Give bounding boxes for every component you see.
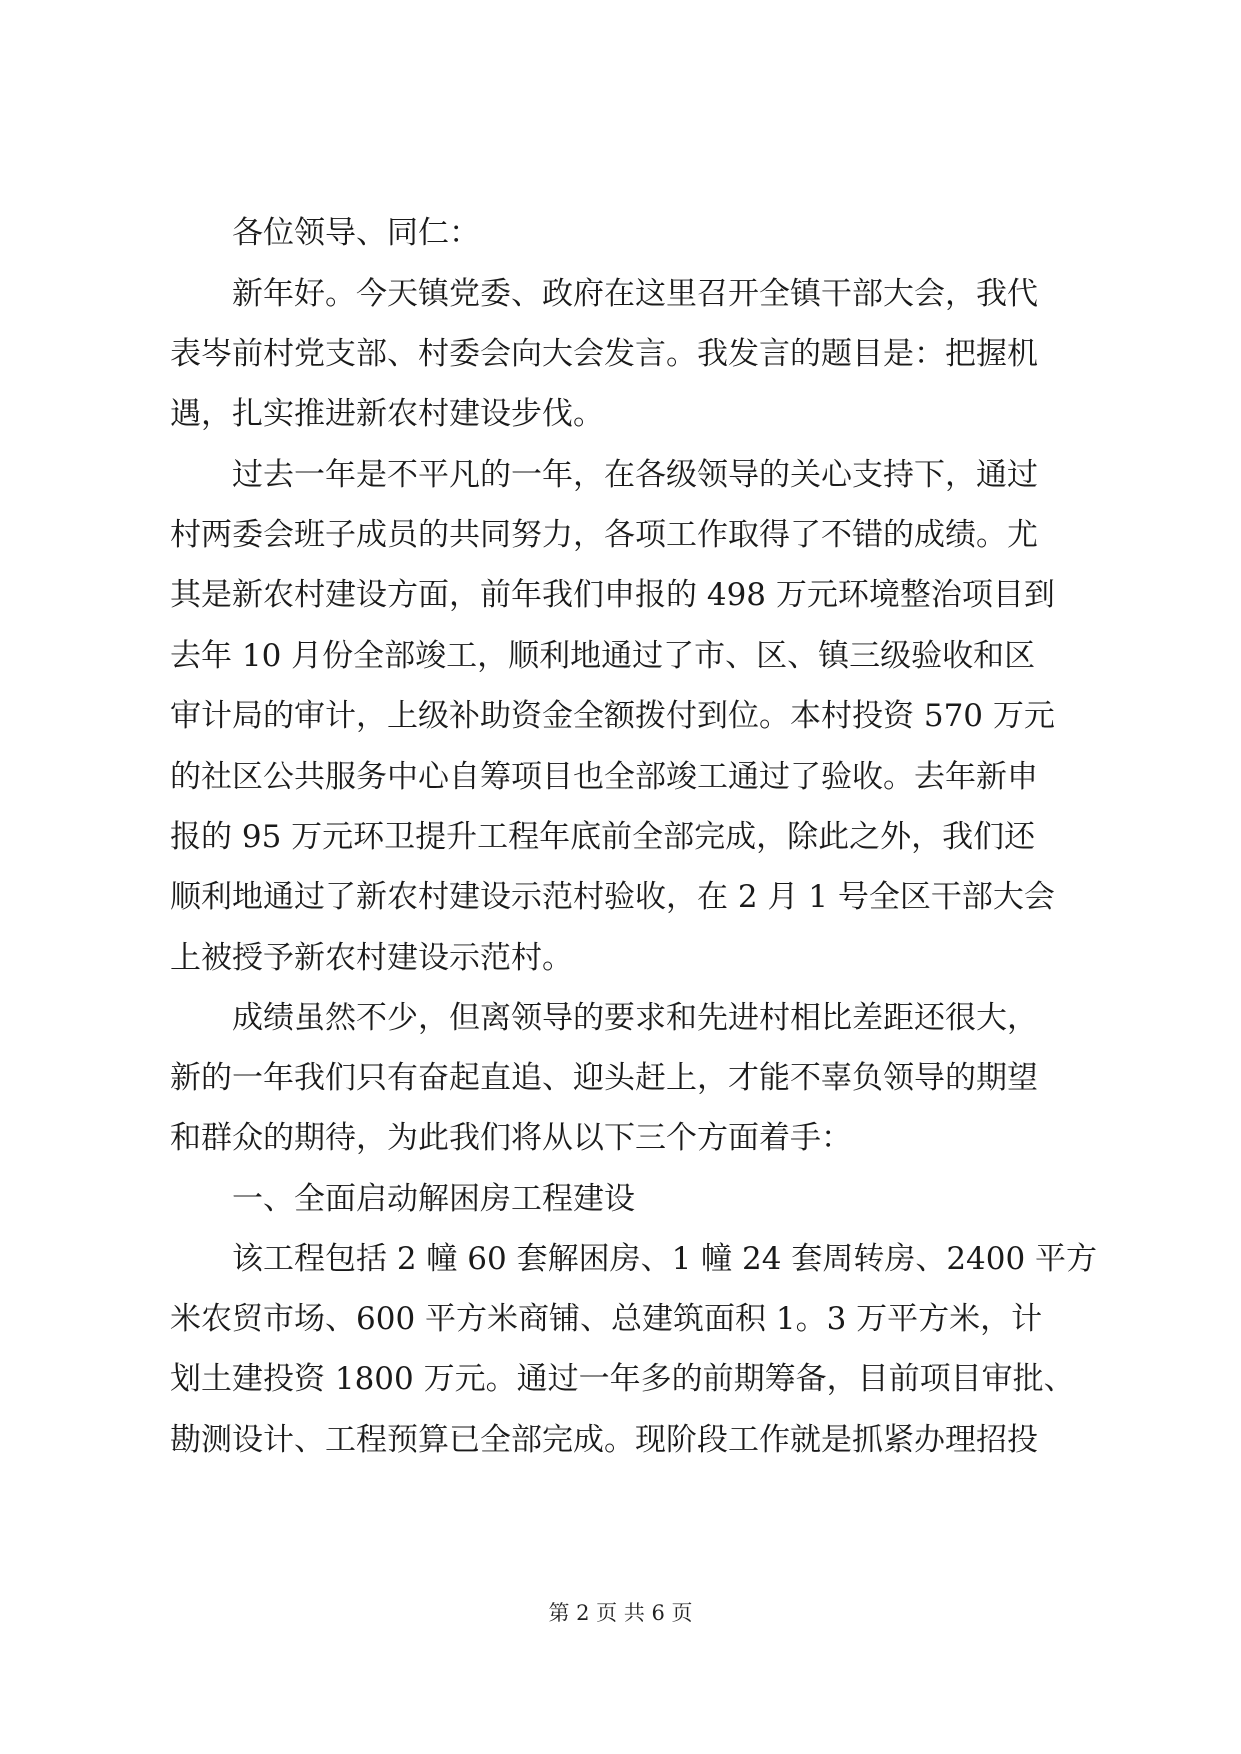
paragraph-line: 表岑前村党支部、村委会向大会发言。我发言的题目是：把握机 bbox=[170, 336, 1038, 372]
paragraph-line: 顺利地通过了新农村建设示范村验收，在 2 月 1 号全区干部大会 bbox=[170, 879, 1055, 915]
paragraph-line: 和群众的期待，为此我们将从以下三个方面着手： bbox=[170, 1120, 852, 1156]
paragraph-line: 其是新农村建设方面，前年我们申报的 498 万元环境整治项目到 bbox=[170, 577, 1055, 613]
paragraph-line: 遇，扎实推进新农村建设步伐。 bbox=[170, 396, 604, 432]
section-heading: 一、全面启动解困房工程建设 bbox=[232, 1181, 635, 1217]
salutation: 各位领导、同仁： bbox=[232, 215, 480, 251]
paragraph-line: 过去一年是不平凡的一年，在各级领导的关心支持下，通过 bbox=[232, 457, 1038, 493]
paragraph-line: 成绩虽然不少，但离领导的要求和先进村相比差距还很大， bbox=[232, 1000, 1038, 1036]
paragraph-line: 村两委会班子成员的共同努力，各项工作取得了不错的成绩。尤 bbox=[170, 517, 1038, 553]
paragraph-line: 新的一年我们只有奋起直追、迎头赶上，才能不辜负领导的期望 bbox=[170, 1060, 1038, 1096]
paragraph-line: 划土建投资 1800 万元。通过一年多的前期筹备，目前项目审批、 bbox=[170, 1361, 1075, 1397]
paragraph-line: 勘测设计、工程预算已全部完成。现阶段工作就是抓紧办理招投 bbox=[170, 1422, 1038, 1458]
paragraph-line: 报的 95 万元环卫提升工程年底前全部完成，除此之外，我们还 bbox=[170, 819, 1036, 855]
paragraph-line: 米农贸市场、600 平方米商铺、总建筑面积 1。3 万平方米，计 bbox=[170, 1301, 1043, 1337]
paragraph-line: 去年 10 月份全部竣工，顺利地通过了市、区、镇三级验收和区 bbox=[170, 638, 1036, 674]
paragraph-line: 该工程包括 2 幢 60 套解困房、1 幢 24 套周转房、2400 平方 bbox=[232, 1241, 1098, 1277]
paragraph-line: 审计局的审计，上级补助资金全额拨付到位。本村投资 570 万元 bbox=[170, 698, 1055, 734]
page-number-footer: 第 2 页 共 6 页 bbox=[548, 1601, 693, 1625]
paragraph-line: 新年好。今天镇党委、政府在这里召开全镇干部大会，我代 bbox=[232, 276, 1038, 312]
paragraph-line: 的社区公共服务中心自筹项目也全部竣工通过了验收。去年新申 bbox=[170, 759, 1038, 795]
paragraph-line: 上被授予新农村建设示范村。 bbox=[170, 940, 573, 976]
